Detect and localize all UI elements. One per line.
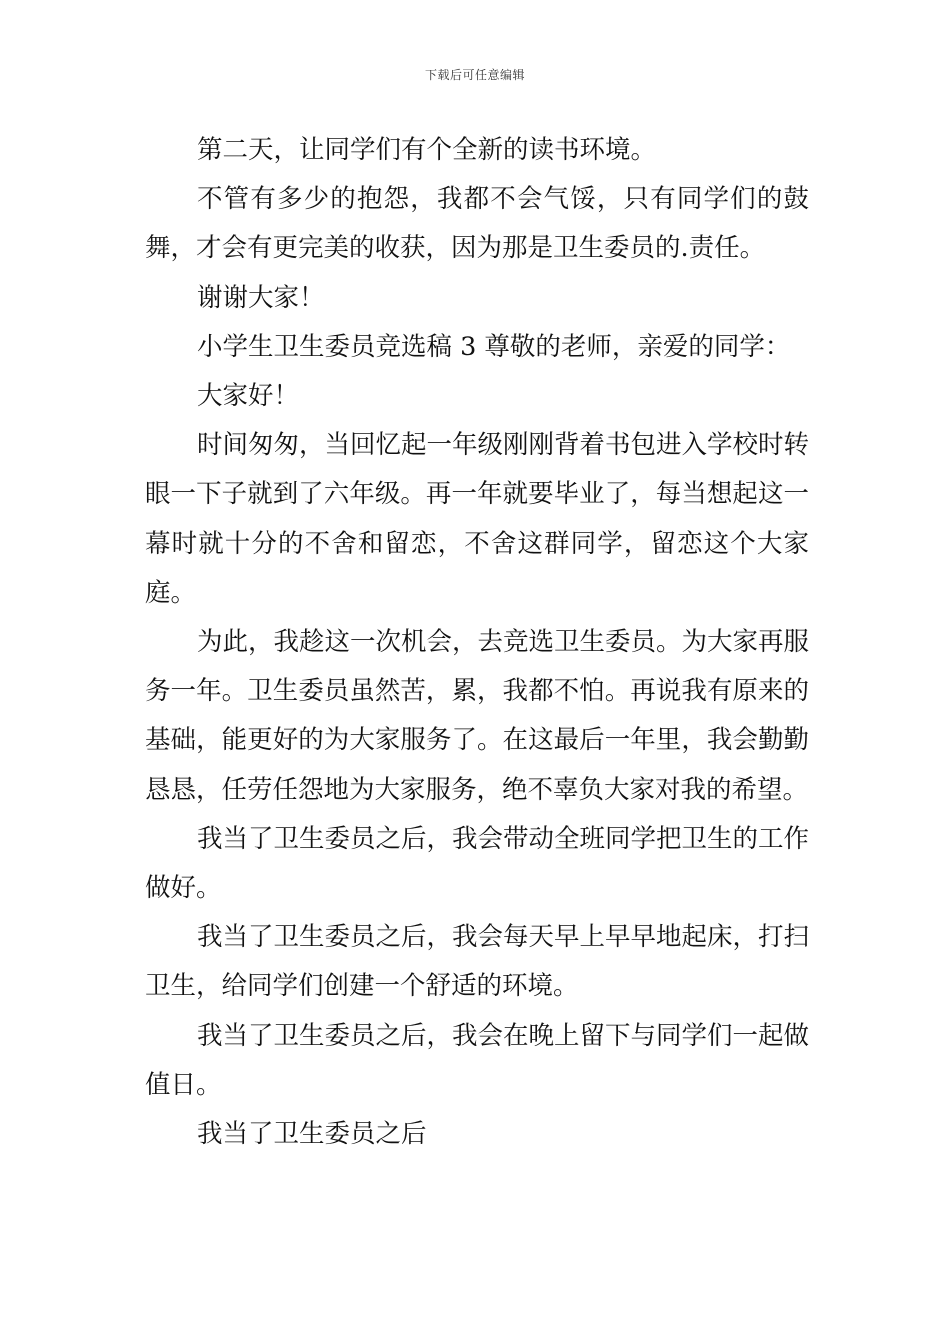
document-body xyxy=(145,126,809,1159)
paragraph: 第二天，让同学们有个全新的读书环境。 xyxy=(197,135,657,165)
paragraph: 谢谢大家！ xyxy=(197,282,325,313)
paragraph: 我当了卫生委员之后 xyxy=(197,1119,427,1150)
paragraph: 我当了卫生委员之后，我会在晚上留下与同学们一起做值日。 xyxy=(145,1020,810,1100)
paragraph: 我当了卫生委员之后，我会每天早上早早地起床，打扫卫生，给同学们创建一个舒适的环境。 xyxy=(145,922,810,1002)
paragraph: 我当了卫生委员之后，我会带动全班同学把卫生的工作做好。 xyxy=(145,823,810,904)
page-header: 下载后可任意编辑 xyxy=(424,68,525,82)
paragraph: 为此，我趁这一次机会，去竞选卫生委员。为大家再服务一年。卫生委员虽然苦，累，我都不怕。再说我有原来的基础，能更好的为大家服务了。在这最后一年里，我会勤勤恳恳，任劳任怨地为大家服务，绝不辜负大家对我的希望。 xyxy=(145,627,810,805)
paragraph: 大家好！ xyxy=(197,381,300,412)
paragraph: 小学生卫生委员竞选稿 3 尊敬的老师，亲爱的同学： xyxy=(197,331,791,362)
paragraph: 时间匆匆，当回忆起一年级刚刚背着书包进入学校时转眼一下子就到了六年级。再一年就要毕业了，每当想起这一幕时就十分的不舍和留恋，不舍这群同学，留恋这个大家庭。 xyxy=(145,430,810,608)
paragraph: 不管有多少的抱怨，我都不会气馁，只有同学们的鼓舞，才会有更完美的收获，因为那是卫生委员的.责任。 xyxy=(145,184,809,264)
